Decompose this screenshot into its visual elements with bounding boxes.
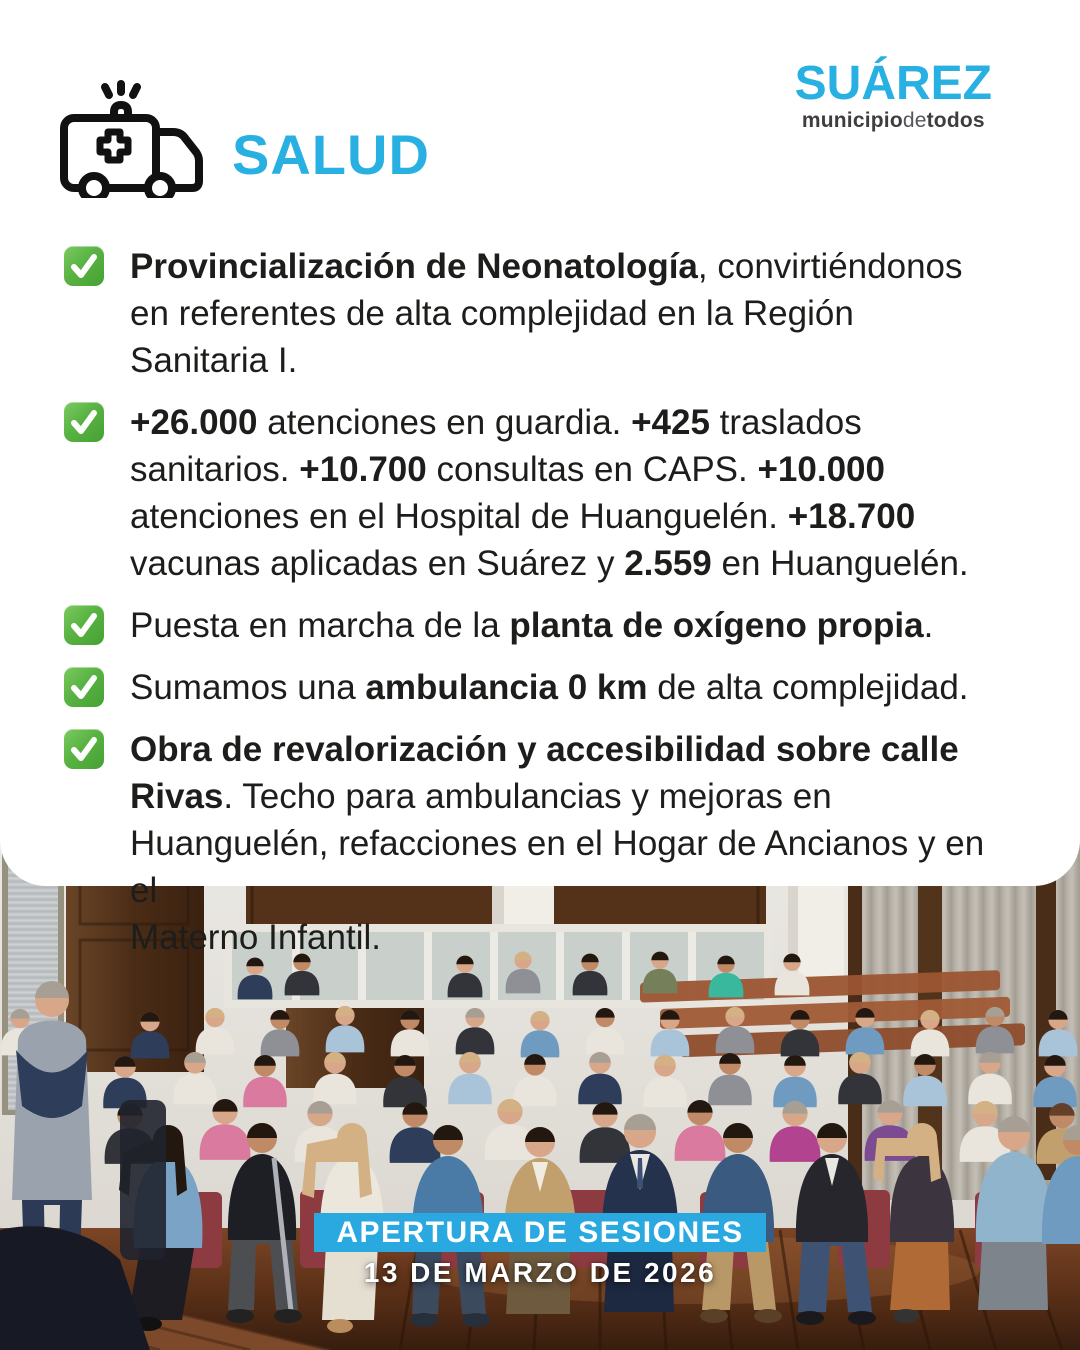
banner-title: APERTURA DE SESIONES bbox=[314, 1213, 765, 1252]
municipality-logo bbox=[794, 57, 992, 132]
bullet-text: Sumamos una ambulancia 0 km de alta complejidad. bbox=[130, 668, 969, 707]
bullet-list bbox=[64, 243, 1016, 976]
bullet-item bbox=[64, 726, 1016, 961]
event-banner bbox=[0, 1213, 1080, 1289]
check-icon bbox=[64, 246, 104, 286]
bullet-text: Provincialización de Neonatología, convirtiéndonos en referentes de alta complejidad en la Región Sanitaria I. bbox=[130, 247, 963, 380]
check-icon bbox=[64, 605, 104, 645]
bullet-item bbox=[64, 399, 1016, 587]
section-title: SALUD bbox=[232, 123, 430, 186]
check-icon bbox=[64, 402, 104, 442]
bullet-item bbox=[64, 243, 1016, 384]
banner-date: 13 DE MARZO DE 2026 bbox=[363, 1257, 717, 1288]
bullet-item bbox=[64, 664, 1016, 711]
logo-name: SUÁREZ bbox=[794, 57, 992, 110]
bullet-text: Puesta en marcha de la planta de oxígeno propia. bbox=[130, 606, 934, 645]
bullet-text: +26.000 atenciones en guardia. +425 traslados sanitarios. +10.700 consultas en CAPS. +10.000 atenciones en el Hospital de Huanguelén. +18.700 vacunas aplicadas en Suárez y 2.559 en Huanguelén. bbox=[130, 403, 969, 583]
check-icon bbox=[64, 729, 104, 769]
bullet-item bbox=[64, 602, 1016, 649]
check-icon bbox=[64, 667, 104, 707]
logo-tagline: municipiodetodos bbox=[801, 109, 985, 132]
bullet-text: Obra de revalorización y accesibilidad sobre calle Rivas. Techo para ambulancias y mejoras en Huanguelén, refacciones en el Hogar de Ancianos y en el Materno Infantil. bbox=[130, 730, 985, 957]
ambulance-icon bbox=[56, 80, 208, 198]
